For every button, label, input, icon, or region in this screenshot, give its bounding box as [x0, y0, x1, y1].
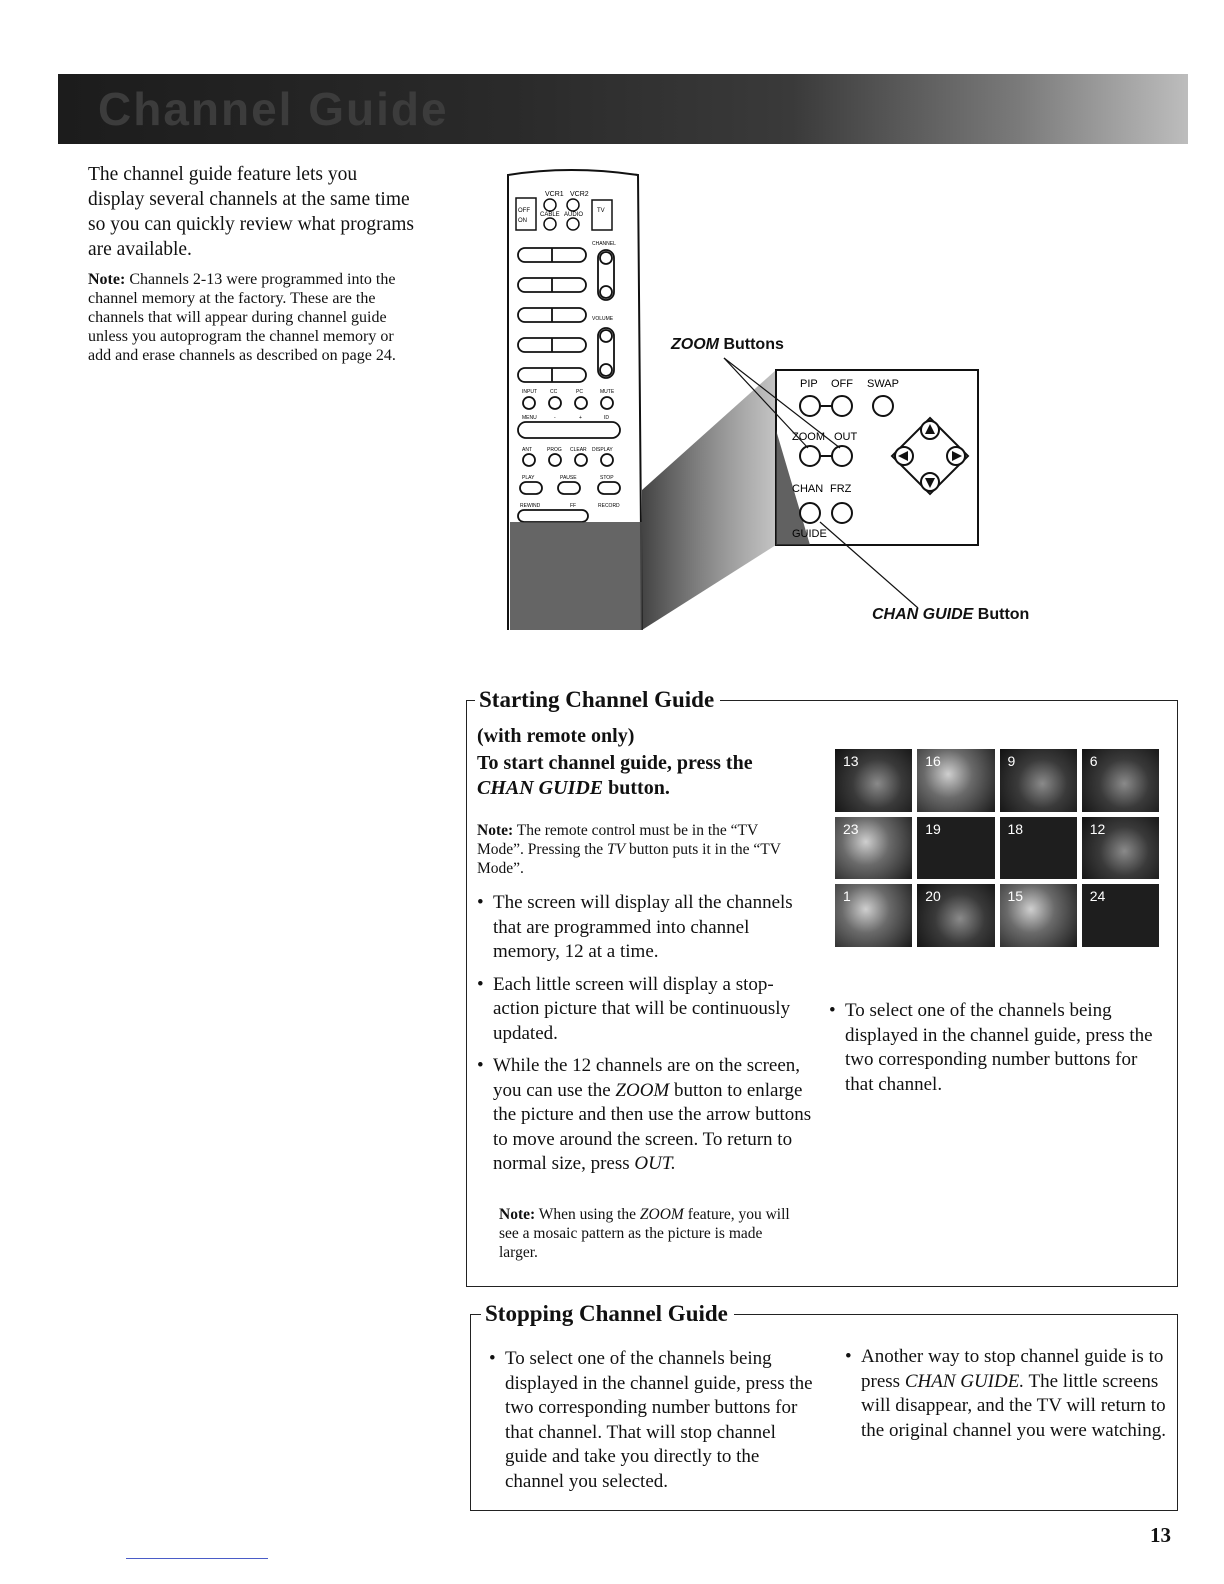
list-item: • The screen will display all the channels that are programmed into channel memory, 12 at a time. [477, 892, 793, 962]
page-number: 13 [1150, 1523, 1171, 1547]
zoom-note: Note: When using the ZOOM feature, you will see a mosaic pattern as the picture is made larger. [499, 1206, 790, 1261]
starting-channel-guide-section [466, 687, 1178, 1287]
remote-label: MENU [522, 415, 537, 421]
list-item: • While the 12 channels are on the screen, you can use the ZOOM button to enlarge the picture and then use the arrow buttons to move around the screen. To return to normal size, press OUT. [477, 1055, 812, 1174]
list-item: • Each little screen will display a stop-action picture that will be continuously updated. [477, 973, 791, 1044]
remote-label: VCR1 [545, 191, 564, 198]
inset-label-off: OFF [831, 378, 853, 390]
swap-button [873, 396, 893, 416]
note-label: Note: [88, 271, 126, 288]
inset-label-out: OUT [834, 431, 858, 443]
remote-label: + [579, 415, 582, 421]
inset-label-chan: CHAN [792, 483, 824, 495]
start-instruction: To start channel guide, press the CHAN GUIDE button. [477, 752, 753, 799]
remote-label: AUDIO [564, 212, 584, 218]
remote-label: CABLE [540, 212, 560, 218]
channel-thumbnail: 23 [835, 817, 912, 880]
stopping-channel-guide-section [470, 1301, 1178, 1511]
channel-thumbnail: 9 [1000, 749, 1077, 812]
inset-label-pip: PIP [800, 378, 818, 390]
footer-rule [126, 1558, 268, 1559]
remote-label: PC [576, 389, 583, 395]
zoom-buttons-callout: ZOOM Buttons [671, 336, 784, 353]
remote-label: ANT [522, 447, 532, 453]
stop-bullets-right [845, 1345, 1171, 1451]
list-item: • Another way to stop channel guide is to press CHAN GUIDE. The little screens will disappear, and the TV will return to the original channel you were watching. [845, 1346, 1166, 1441]
remote-label: INPUT [522, 389, 537, 395]
channel-thumbnail: 19 [917, 817, 994, 880]
channel-thumbnail: 13 [835, 749, 912, 812]
inset-label-frz: FRZ [830, 483, 852, 495]
remote-label: DISPLAY [592, 447, 613, 453]
select-channel-bullet [829, 999, 1161, 1105]
remote-label: CHANNEL [592, 241, 616, 247]
channel-thumbnail: 18 [1000, 817, 1077, 880]
channel-thumbnail: 1 [835, 884, 912, 947]
remote-label: STOP [600, 475, 614, 481]
remote-label: CLEAR [570, 447, 587, 453]
chan-guide-button [800, 503, 820, 523]
off-button [832, 396, 852, 416]
channel-thumbnail: 6 [1082, 749, 1159, 812]
remote-label: PROG [547, 447, 562, 453]
channel-thumbnail: 24 [1082, 884, 1159, 947]
remote-label: TV [597, 208, 605, 214]
section-subtitle: (with remote only) [477, 725, 635, 747]
header-band [58, 74, 1188, 144]
channel-thumbnail: 20 [917, 884, 994, 947]
remote-label: CC [550, 389, 558, 395]
chan-guide-button-callout: CHAN GUIDE Button [872, 606, 1030, 623]
remote-illustration [480, 160, 1000, 630]
remote-label: PLAY [522, 475, 535, 481]
remote-label: OFF [518, 208, 530, 214]
inset-label-guide: GUIDE [792, 528, 827, 540]
pip-button [800, 396, 820, 416]
inset-label-zoom: ZOOM [792, 431, 825, 443]
intro-note [88, 270, 418, 365]
remote-label: REWIND [520, 503, 541, 509]
start-bullets [477, 891, 817, 1185]
remote-label: - [554, 415, 556, 421]
section-title: Starting Channel Guide [475, 687, 720, 713]
zoom-button [800, 446, 820, 466]
note-text: Channels 2-13 were programmed into the channel memory at the factory. These are the channels that will appear during channel guide unless you autoprogram the channel memory or add and erase channels as described on page 24. [88, 271, 396, 364]
remote-label: ID [604, 415, 609, 421]
remote-label: RECORD [598, 503, 620, 509]
remote-label: VOLUME [592, 316, 614, 322]
list-item: • To select one of the channels being displayed in the channel guide, press the two corresponding number buttons for that channel. [829, 1000, 1153, 1095]
stop-bullets-left [489, 1347, 819, 1502]
intro-text: The channel guide feature lets you display several channels at the same time so you can quickly review what programs are available. [88, 164, 414, 260]
remote-label: ON [518, 218, 527, 224]
inset-label-swap: SWAP [867, 378, 899, 390]
remote-label: FF [570, 503, 577, 509]
remote-label: VCR2 [570, 191, 589, 198]
section-title: Stopping Channel Guide [481, 1301, 734, 1327]
channel-guide-screen [835, 749, 1159, 947]
remote-label: PAUSE [560, 475, 577, 481]
tv-mode-note: Note: The remote control must be in the “TV Mode”. Pressing the TV button puts it in the “TV Mode”. [477, 822, 781, 877]
channel-thumbnail: 16 [917, 749, 994, 812]
channel-thumbnail: 12 [1082, 817, 1159, 880]
remote-label: MUTE [600, 389, 615, 395]
page-title: Channel Guide [98, 83, 449, 135]
list-item: • To select one of the channels being displayed in the channel guide, press the two corresponding number buttons for that channel. That will stop channel guide and take you directly to the channel you selected. [489, 1348, 813, 1492]
frz-button [832, 503, 852, 523]
channel-thumbnail: 15 [1000, 884, 1077, 947]
out-button [832, 446, 852, 466]
